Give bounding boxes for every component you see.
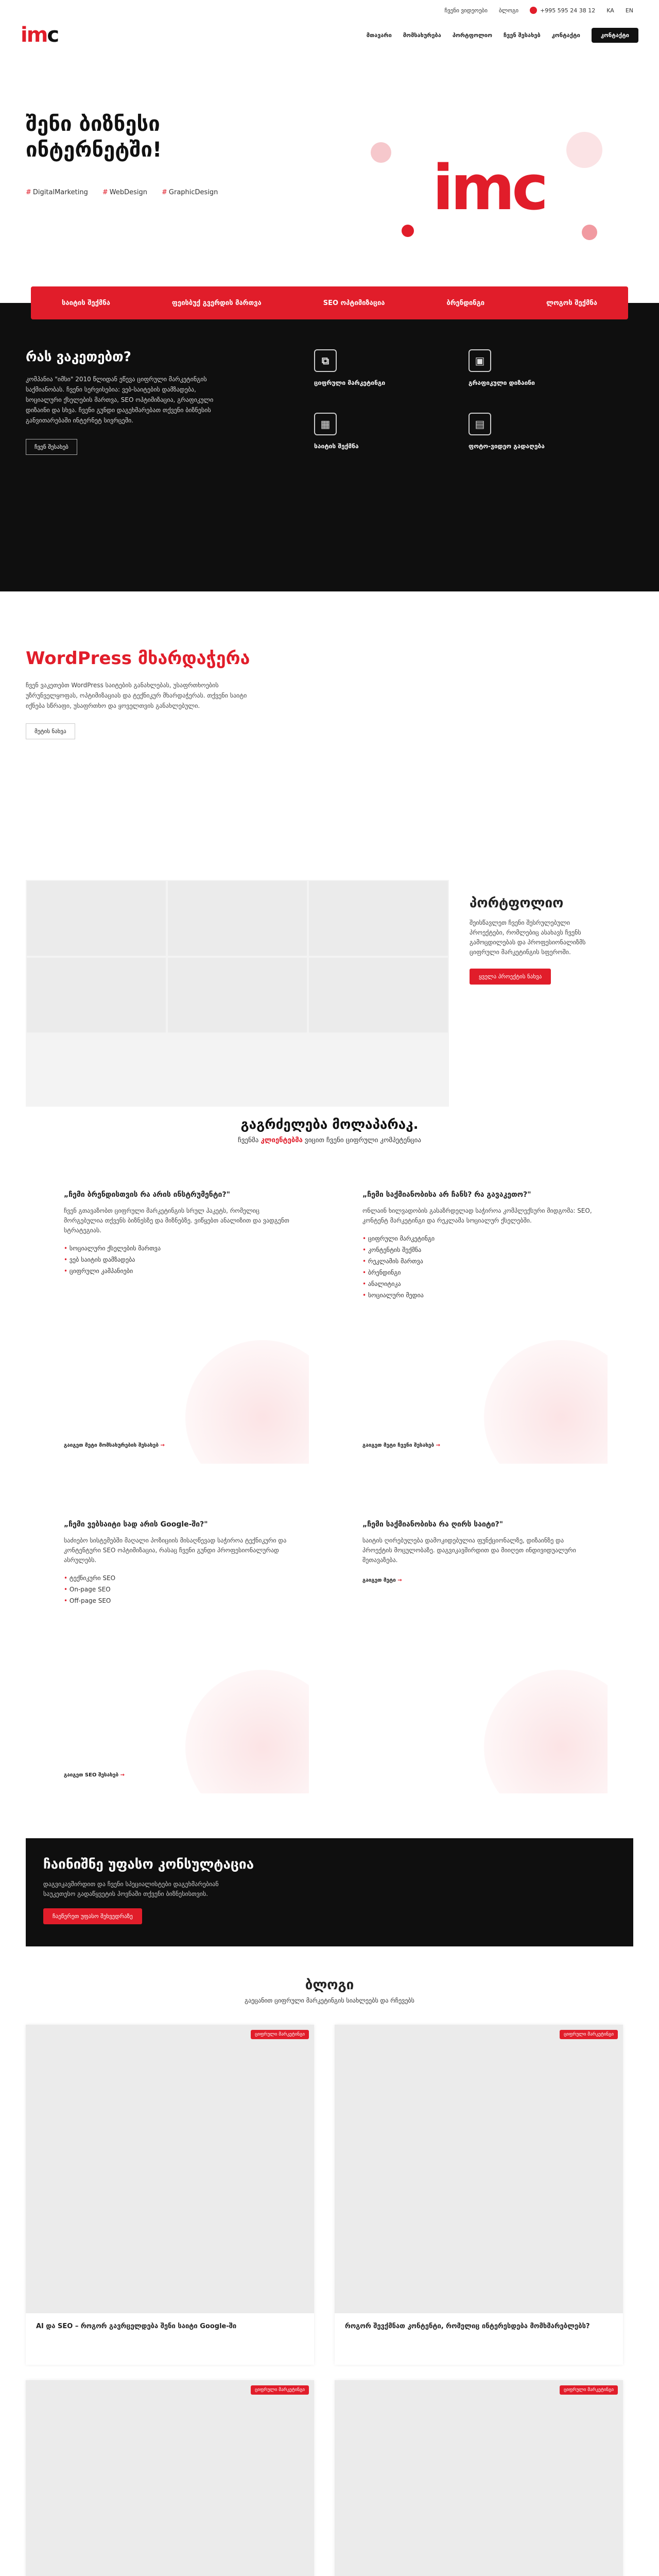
service-strip xyxy=(31,286,628,319)
service-label: საიტის შექმნა xyxy=(314,442,359,450)
strip-item-facebook[interactable]: ფეისბუქ გვერდის მართვა xyxy=(171,299,262,307)
hero-title xyxy=(26,111,162,163)
portfolio-item[interactable] xyxy=(309,958,448,1032)
service-label: ფოტო-ვიდეო გადაღება xyxy=(469,442,545,450)
logo[interactable] xyxy=(21,23,58,47)
hero-tag[interactable]: # WebDesign xyxy=(102,189,147,196)
decor-circle xyxy=(566,132,602,168)
about-section xyxy=(0,303,659,591)
list-item: • ციფრული მარკეტინგი xyxy=(362,1233,595,1244)
strip-item-branding[interactable]: ბრენდინგი xyxy=(446,299,485,307)
nav-item-about[interactable]: ჩვენ შესახებ xyxy=(503,31,541,39)
logo-accent: c xyxy=(47,23,59,47)
phone-info[interactable] xyxy=(530,7,595,14)
strip-item-seo[interactable]: SEO ოპტიმიზაცია xyxy=(323,299,385,307)
blog-link[interactable]: ბლოგი xyxy=(498,7,519,14)
card-text: ონლაინ ხილვადობის გასაზრდელად საჭიროა კომპლექსური მიდგომა: SEO, კონტენტ მარკეტინგი და რეკლამა სოციალურ ქსელებში. xyxy=(362,1207,592,1224)
list-item: • ბრენდინგი xyxy=(362,1267,595,1278)
about-title: რას ვაკეთებთ? xyxy=(26,349,131,365)
nav-item-home[interactable]: მთავარი xyxy=(366,31,392,39)
list-item: • ციფრული კამპანიები xyxy=(64,1265,297,1277)
wordpress-title-b: მხარდაჭერა xyxy=(131,648,250,669)
subtitle-highlight: კლიენტებმა xyxy=(261,1137,303,1144)
header xyxy=(0,21,659,49)
lang-ka[interactable]: KA xyxy=(606,7,614,14)
card-more-link[interactable]: გაიგეთ მეტი → xyxy=(362,1578,402,1583)
hero-tag[interactable]: # GraphicDesign xyxy=(162,189,218,196)
subtitle-part: ვიცით ჩვენი ციფრული კომპეტენცია xyxy=(302,1137,421,1144)
portfolio-grid xyxy=(26,880,449,1107)
portfolio-section xyxy=(0,880,659,1107)
testimonials-title: გაგრძელება მოლაპარაკ. xyxy=(240,1117,419,1132)
strip-item-website[interactable]: საიტის შექმნა xyxy=(62,299,110,307)
list-item: • ტექნიკური SEO xyxy=(64,1572,297,1584)
subtitle-part: ჩვენმა xyxy=(238,1137,261,1144)
card-title: „ჩემი ბრენდისთვის რა არის ინსტრუმენტი?" xyxy=(64,1191,230,1199)
service-item[interactable] xyxy=(314,349,469,392)
blog-subtitle: გაეცანით ციფრული მარკეტინგის სიახლეებს და რჩევებს xyxy=(245,1997,414,2004)
consult-title: ჩაინიშნე უფასო კონსულტაცია xyxy=(43,1857,254,1872)
hero-title-line1: შენი ბიზნესი xyxy=(26,112,160,136)
nav-item-services[interactable]: მომსახურება xyxy=(403,31,441,39)
list-item: • Off-page SEO xyxy=(64,1595,297,1606)
about-button[interactable]: ჩვენ შესახებ xyxy=(26,439,77,455)
wordpress-section xyxy=(0,591,659,880)
list-item: • ანალიტიკა xyxy=(362,1278,595,1290)
portfolio-text: შეისწავლეთ ჩვენი შესრულებული პროექტები, რომლებიც ასახავს ჩვენს გამოცდილებას და პროფესიონალიზმს ციფრული მარკეტინგის სფეროში. xyxy=(470,919,586,956)
faq-card xyxy=(51,1505,309,1793)
blog-title: ბლოგი xyxy=(305,1977,354,1993)
service-item[interactable] xyxy=(469,413,623,455)
faq-card xyxy=(350,1175,608,1464)
marketing-icon: ⧉ xyxy=(314,349,337,372)
card-more-link[interactable]: გაიგეთ მეტი მომსახურების შესახებ → xyxy=(64,1443,165,1448)
top-bar xyxy=(0,0,659,21)
category-badge: ციფრული მარკეტინგი xyxy=(251,2385,309,2395)
list-item: • რეკლამის მართვა xyxy=(362,1256,595,1267)
blog-image xyxy=(26,2025,314,2313)
strip-item-logo[interactable]: ლოგოს შექმნა xyxy=(546,299,597,307)
hero xyxy=(0,49,659,286)
lang-en[interactable]: EN xyxy=(625,7,633,14)
blog-section xyxy=(0,1946,659,2576)
wordpress-title-a: WordPress xyxy=(26,648,132,669)
phone-icon xyxy=(530,7,537,14)
portfolio-title: პორტფოლიო xyxy=(470,895,564,911)
portfolio-button[interactable]: ყველა პროექტის ნახვა xyxy=(470,969,551,985)
card-text: საძიებო სისტემებში მაღალი პოზიციის მისაღწევად საჭიროა ტექნიკური და კონტენტური SEO ოპტიმიზაცია, რასაც ჩვენი გუნდი პროფესიონალურად ასრულებს. xyxy=(64,1537,287,1564)
hero-tag[interactable]: # DigitalMarketing xyxy=(26,189,88,196)
portfolio-item[interactable] xyxy=(27,881,166,956)
consult-text: დაგვიკავშირდით და ჩვენი სპეციალისტები დაგეხმარებიან საუკეთესო გადაწყვეტის პოვნაში თქვენი ბიზნესისთვის. xyxy=(43,1880,219,1897)
consultation-banner xyxy=(26,1838,633,1946)
decor-circle xyxy=(402,225,414,237)
services-grid xyxy=(314,349,623,455)
card-text: ჩვენ გთავაზობთ ციფრული მარკეტინგის სრულ პაკეტს, რომელიც მორგებულია თქვენს ბიზნესზე და მიზნებზე. ვიწყებთ ანალიზით და ვადგენთ სტრატეგიას. xyxy=(64,1207,289,1234)
contact-button[interactable]: კონტაქტი xyxy=(592,28,638,43)
card-title: „ჩემი ვებსაიტი სად არის Google-ში?" xyxy=(64,1520,208,1529)
category-badge: ციფრული მარკეტინგი xyxy=(251,2030,309,2039)
hero-illustration xyxy=(340,122,628,276)
wordpress-button[interactable]: მეტის ნახვა xyxy=(26,723,75,739)
blog-card[interactable] xyxy=(335,2380,623,2576)
category-badge: ციფრული მარკეტინგი xyxy=(560,2385,618,2395)
list-item: • სოციალური ქსელების მართვა xyxy=(64,1243,297,1254)
consult-button[interactable]: ჩაეწერეთ უფასო შეხვედრაზე xyxy=(43,1908,142,1924)
blog-post-title: AI და SEO – როგორ გავრცელდება შენი საიტი Google-ში xyxy=(36,2323,237,2330)
card-title: „ჩემი საქმიანობისა რა ღირს საიტი?" xyxy=(362,1520,504,1529)
decor-circle xyxy=(582,225,597,240)
logo-main: im xyxy=(21,23,47,47)
wordpress-title xyxy=(26,648,633,669)
nav-item-contact[interactable]: კონტაქტი xyxy=(551,31,580,39)
card-text: საიტის ღირებულება დამოკიდებულია ფუნქციონალზე, დიზაინზე და პროექტის მოცულობაზე. დაგვიკავშირდით და მიიღეთ ინდივიდუალური შეთავაზება. xyxy=(362,1537,576,1564)
blog-card[interactable] xyxy=(26,2025,314,2365)
portfolio-item[interactable] xyxy=(27,958,166,1032)
testimonials-subtitle xyxy=(26,1137,633,1144)
portfolio-item[interactable] xyxy=(168,958,307,1032)
service-item[interactable] xyxy=(469,349,623,392)
blog-image xyxy=(335,2025,623,2313)
nav-item-portfolio[interactable]: პორტფოლიო xyxy=(452,31,492,39)
list-item: • სოციალური მედია xyxy=(362,1290,595,1301)
blog-card[interactable] xyxy=(335,2025,623,2365)
faq-card xyxy=(51,1175,309,1464)
website-icon: ▦ xyxy=(314,413,337,435)
wordpress-text: ჩვენ ვაკეთებთ WordPress საიტების განახლებას, უსაფრთხოების უზრუნველყოფას, ოპტიმიზაციას და ტექნიკურ მხარდაჭერას. თქვენი საიტი იქნება სწრაფი, უსაფრთხო და ყოველთვის განახლებული. xyxy=(26,682,247,709)
blog-card[interactable] xyxy=(26,2380,314,2576)
card-more-link[interactable]: გაიგეთ SEO შესახებ → xyxy=(64,1772,125,1778)
service-label: ციფრული მარკეტინგი xyxy=(314,379,386,386)
blog-post-title: როგორ შევქმნათ კონტენტი, რომელიც ინტერესდება მომხმარებლებს? xyxy=(345,2323,590,2330)
list-item: • On-page SEO xyxy=(64,1584,297,1595)
hero-title-line2: ინტერნეტში! xyxy=(26,138,162,162)
portfolio-item[interactable] xyxy=(168,881,307,956)
design-icon: ▣ xyxy=(469,349,491,372)
service-label: გრაფიკული დიზაინი xyxy=(469,379,535,386)
testimonials-section xyxy=(0,1107,659,1838)
photo-icon: ▤ xyxy=(469,413,491,435)
hero-tags xyxy=(26,189,218,196)
main-nav xyxy=(367,28,638,43)
blog-image xyxy=(335,2380,623,2576)
hero-art-text: imc xyxy=(432,152,546,224)
list-item: • ვებ საიტის დამზადება xyxy=(64,1254,297,1265)
phone-text: +995 595 24 38 12 xyxy=(540,7,596,14)
category-badge: ციფრული მარკეტინგი xyxy=(560,2030,618,2039)
videos-link[interactable]: ჩვენი ვიდეოები xyxy=(444,7,488,14)
service-item[interactable] xyxy=(314,413,469,455)
card-more-link[interactable]: გაიგეთ მეტი ჩვენი შესახებ → xyxy=(362,1443,440,1448)
faq-card xyxy=(350,1505,608,1793)
list-item: • კონტენტის შექმნა xyxy=(362,1244,595,1256)
blog-image xyxy=(26,2380,314,2576)
card-title: „ჩემი საქმიანობისა არ ჩანს? რა გავაკეთო?" xyxy=(362,1191,531,1199)
portfolio-item[interactable] xyxy=(309,881,448,956)
about-text: კომპანია "იმსი" 2010 წლიდან ეწევა ციფრული მარკეტინგის საქმიანობას. ჩვენი სერვისებია: ვებ-საიტების დამზადება, სოციალური ქსელების მართვა, SEO ოპტიმიზაცია, გრაფიკული დიზაინი და სხვა. ჩვენი გუნდი დაგეხმარებათ თქვენი ბიზნესის განვითარებაში ინტერნეტ სივრცეში. xyxy=(26,376,214,424)
decor-circle xyxy=(371,142,391,163)
